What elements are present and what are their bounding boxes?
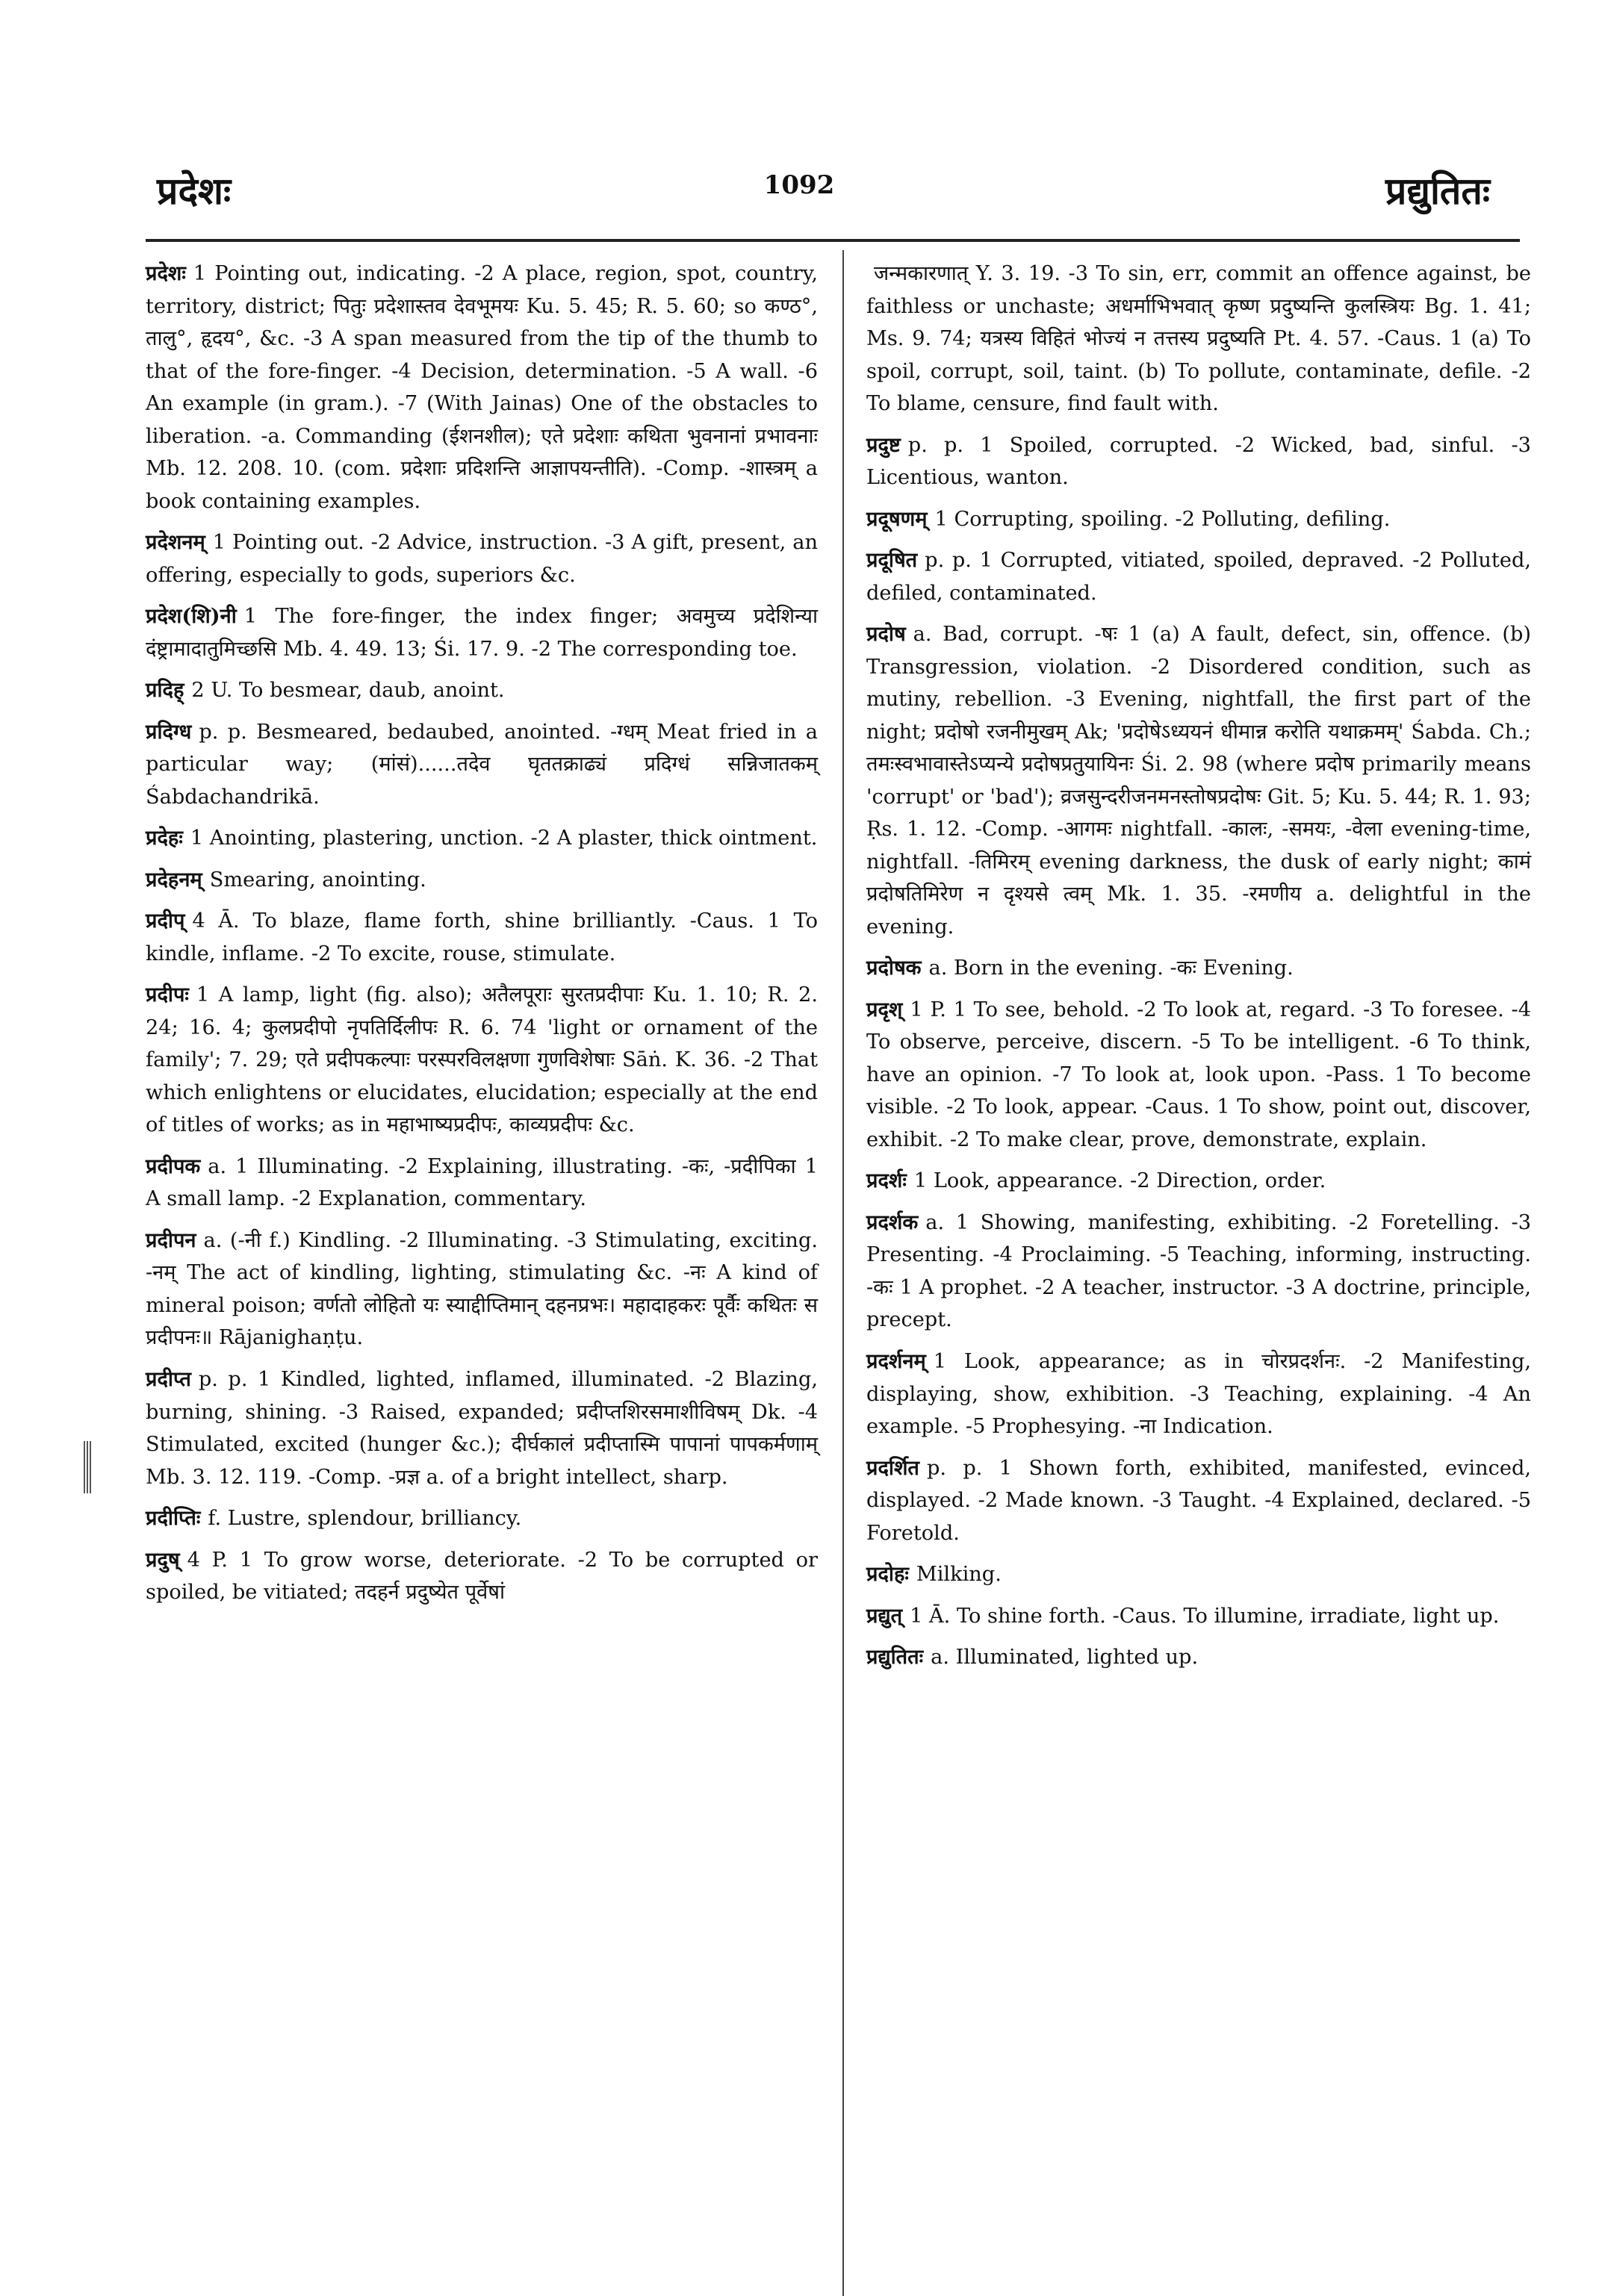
- entry-headword: प्रदुष्: [146, 1547, 180, 1572]
- entry-headword: प्रदृश्: [866, 997, 903, 1021]
- page-number: 1092: [763, 170, 835, 200]
- entry-headword: प्रदेश(शि)नी: [146, 604, 237, 629]
- entry-definition: a. Illuminated, lighted up.: [931, 1646, 1199, 1670]
- entry-definition: 4 P. 1 To grow worse, deteriorate. -2 To be corrupted or spoiled, be vitiated; तदहर्न प्रदुष्येत पूर्वेषां: [146, 1548, 818, 1605]
- entry-definition: 1 Anointing, plastering, unction. -2 A plaster, thick ointment.: [190, 827, 818, 850]
- entry-headword: प्रदेशनम्: [146, 530, 205, 555]
- entry-definition: a. (-नी f.) Kindling. -2 Illuminating. -3 Stimulating, exciting. -नम् The act of kindling, lighting, stimulating &c. -नः A kind of mineral poison; वर्णतो लोहितो यः स्याद्दीप्तिमान् दहनप्रभः। महादाहकरः पूर्वैः कथितः स प्रदीपनः॥ Rājanighaṇṭu.: [146, 1228, 818, 1350]
- dictionary-entry: [146, 1544, 818, 1609]
- entry-definition: जन्मकारणात् Y. 3. 19. -3 To sin, err, commit an offence against, be faithless or unchaste; अधर्माभिभवात् कृष्ण प्रदुष्यन्ति कुलस्त्रियः Bg. 1. 41; Ms. 9. 74; यत्रस्य विहितं भोज्यं न तत्तस्य प्रदुष्यति Pt. 4. 57. -Caus. 1 (a) To spoil, corrupt, soil, taint. (b) To pollute, contaminate, defile. -2 To blame, censure, find fault with.: [866, 262, 1531, 416]
- dictionary-entry: [146, 716, 818, 814]
- entry-definition: p. p. 1 Corrupted, vitiated, spoiled, depraved. -2 Polluted, defiled, contaminated.: [866, 549, 1531, 605]
- dictionary-entry: [866, 952, 1531, 985]
- entry-definition: 1 Pointing out. -2 Advice, instruction. -3 A gift, present, an offering, especially to gods, superiors &c.: [146, 531, 818, 587]
- entry-definition: Smearing, anointing.: [209, 868, 426, 892]
- dictionary-entry: [866, 503, 1531, 536]
- dictionary-entry: [866, 258, 1531, 420]
- entry-headword: प्रदोष: [866, 622, 906, 647]
- entry-definition: a. 1 Showing, manifesting, exhibiting. -2 Foretelling. -3 Presenting. -4 Proclaiming. -5 Teaching, informing, instructing. -कः 1 A prophet. -2 A teacher, instructor. -3 A doctrine, principle, precept.: [866, 1210, 1531, 1332]
- dictionary-entry: [866, 1345, 1531, 1443]
- header-rule: [146, 239, 1520, 242]
- entry-headword: प्रदूषणम्: [866, 506, 928, 531]
- dictionary-entry: [146, 905, 818, 970]
- entry-headword: प्रदीप्तिः: [146, 1506, 201, 1531]
- entry-definition: 1 Ā. To shine forth. -Caus. To illumine, irradiate, light up.: [910, 1604, 1500, 1628]
- dictionary-entry: [866, 544, 1531, 609]
- dictionary-entry: [866, 429, 1531, 494]
- entry-definition: 1 Look, appearance; as in चोरप्रदर्शनः. -2 Manifesting, displaying, show, exhibition. -3 Teaching, explaining. -4 An example. -5 Prophesying. -ना Indication.: [866, 1349, 1531, 1439]
- entry-headword: प्रदीप्त: [146, 1366, 191, 1391]
- dictionary-entry: [866, 1558, 1531, 1591]
- entry-definition: 1 Corrupting, spoiling. -2 Polluting, defiling.: [934, 507, 1391, 531]
- entry-definition: 1 A lamp, light (fig. also); अतैलपूराः सुरतप्रदीपाः Ku. 1. 10; R. 2. 24; 16. 4; कुलप्रदीपो नृपतिर्दिलीपः R. 6. 74 'light or ornament of the family'; 7. 29; एते प्रदीपकल्पाः परस्परविलक्षणा गुणविशेषाः Sāṅ. K. 36. -2 That which enlightens or elucidates, elucidation; especially at the end of titles of works; as in महाभाष्यप्रदीपः, काव्यप्रदीपः &c.: [146, 983, 818, 1137]
- entry-definition: p. p. 1 Spoiled, corrupted. -2 Wicked, bad, sinful. -3 Licentious, wanton.: [866, 433, 1531, 490]
- dictionary-entry: [146, 1363, 818, 1493]
- entry-headword: प्रदीप्: [146, 909, 185, 933]
- dictionary-entry: [866, 1452, 1531, 1550]
- entry-headword: प्रदेहनम्: [146, 867, 202, 892]
- entry-headword: प्रदर्शनम्: [866, 1348, 926, 1373]
- entry-headword: प्रदर्शित: [866, 1455, 919, 1480]
- dictionary-entry: [146, 258, 818, 517]
- dictionary-entry: [866, 1600, 1531, 1633]
- entry-definition: p. p. 1 Shown forth, exhibited, manifested, evinced, displayed. -2 Made known. -3 Taught. -4 Explained, declared. -5 Foretold.: [866, 1456, 1531, 1545]
- entry-headword: प्रदीपक: [146, 1154, 201, 1178]
- running-head-right: प्रद्युतितः: [1385, 169, 1490, 213]
- entry-headword: प्रदीपः: [146, 983, 189, 1007]
- entry-headword: प्रदर्शः: [866, 1169, 907, 1193]
- dictionary-entry: [866, 1641, 1531, 1674]
- dictionary-entry: [146, 1225, 818, 1354]
- dictionary-entry: [146, 979, 818, 1142]
- entry-headword: प्रदिग्ध: [146, 719, 192, 744]
- dictionary-entry: [146, 600, 818, 665]
- entry-definition: a. 1 Illuminating. -2 Explaining, illustrating. -कः, -प्रदीपिका 1 A small lamp. -2 Explanation, commentary.: [146, 1154, 818, 1211]
- dictionary-entry: [866, 618, 1531, 943]
- entry-headword: प्रदोषक: [866, 956, 922, 980]
- dictionary-entry: [146, 674, 818, 707]
- entry-headword: प्रदेशः: [146, 261, 186, 285]
- right-column: [866, 258, 1531, 1683]
- margin-mark: [84, 1441, 93, 1493]
- entry-definition: f. Lustre, splendour, brilliancy.: [208, 1507, 522, 1531]
- entry-headword: प्रदेहः: [146, 826, 183, 850]
- entry-definition: a. Bad, corrupt. -षः 1 (a) A fault, defect, sin, offence. (b) Transgression, violation. -2 Disordered condition, such as mutiny, rebellion. -3 Evening, nightfall, the first part of the night; प्रदोषो रजनीमुखम् Ak; 'प्रदोषेऽध्ययनं धीमान्न करोति यथाक्रमम्' Śabda. Ch.; तमःस्वभावास्तेऽप्यन्ये प्रदोषप्रतुयायिनः Śi. 2. 98 (where प्रदोष primarily means 'corrupt' or 'bad'); व्रजसुन्दरीजनमनस्तोषप्रदोषः Git. 5; Ku. 5. 44; R. 1. 93; Ṛs. 1. 12. -Comp. -आगमः nightfall. -कालः, -समयः, -वेला evening-time, nightfall. -तिमिरम् evening darkness, the dusk of early night; कामं प्रदोषतिमिरेण न दृश्यसे त्वम् Mk. 1. 35. -रमणीय a. delightful in the evening.: [866, 623, 1531, 939]
- entry-definition: a. Born in the evening. -कः Evening.: [928, 956, 1294, 980]
- dictionary-entry: [146, 526, 818, 591]
- entry-definition: 1 P. 1 To see, behold. -2 To look at, regard. -3 To foresee. -4 To observe, perceive, discern. -5 To be intelligent. -6 To think, have an opinion. -7 To look at, look upon. -Pass. 1 To become visible. -2 To look, appear. -Caus. 1 To show, point out, discover, exhibit. -2 To make clear, prove, demonstrate, explain.: [866, 998, 1531, 1151]
- entry-headword: प्रदोहः: [866, 1562, 909, 1587]
- dictionary-entry: [146, 864, 818, 897]
- column-divider: [842, 250, 844, 2296]
- entry-definition: p. p. Besmeared, bedaubed, anointed. -ग्धम् Meat fried in a particular way; (मांसं)......तदेव घृततक्राढ्यं प्रदिग्धं सन्निजातकम् Śabdachandrikā.: [146, 720, 818, 809]
- entry-definition: 1 Pointing out, indicating. -2 A place, region, spot, country, territory, district; पितुः प्रदेशास्तव देवभूमयः Ku. 5. 45; R. 5. 60; so कण्ठ°, तालु°, हृदय°, &c. -3 A span measured from the tip of the thumb to that of the fore-finger. -4 Decision, determination. -5 A wall. -6 An example (in gram.). -7 (With Jainas) One of the obstacles to liberation. -a. Commanding (ईशनशील); एते प्रदेशाः कथिता भुवनानां प्रभावनाः Mb. 12. 208. 10. (com. प्रदेशाः प्रदिशन्ति आज्ञापयन्तीति). -Comp. -शास्त्रम् a book containing examples.: [146, 262, 818, 513]
- entry-headword: प्रदर्शक: [866, 1210, 919, 1234]
- dictionary-entry: [866, 1207, 1531, 1337]
- entry-headword: प्रदूषित: [866, 548, 918, 573]
- entry-definition: 1 Look, appearance. -2 Direction, order.: [913, 1169, 1326, 1193]
- entry-definition: Milking.: [916, 1563, 1002, 1587]
- entry-headword: प्रदीपन: [146, 1228, 196, 1252]
- entry-headword: प्रदुष्ट: [866, 432, 901, 457]
- dictionary-entry: [866, 994, 1531, 1157]
- dictionary-entry: [146, 822, 818, 855]
- dictionary-entry: [146, 1502, 818, 1535]
- dictionary-entry: [866, 1165, 1531, 1198]
- entry-definition: p. p. 1 Kindled, lighted, inflamed, illuminated. -2 Blazing, burning, shining. -3 Raised, expanded; प्रदीप्तशिरसमाशीविषम् Dk. -4 Stimulated, excited (hunger &c.); दीर्घकालं प्रदीप्तास्मि पापानां पापकर्मणाम् Mb. 3. 12. 119. -Comp. -प्रज्ञ a. of a bright intellect, sharp.: [146, 1367, 818, 1489]
- left-column: [146, 258, 818, 1618]
- entry-headword: प्रदिह्: [146, 678, 184, 703]
- entry-headword: प्रद्युतितः: [866, 1645, 924, 1670]
- running-head-left: प्रदेशः: [157, 169, 232, 213]
- dictionary-entry: [146, 1151, 818, 1216]
- entry-definition: 1 The fore-finger, the index finger; अवमुच्य प्रदेशिन्या दंष्ट्रामादातुमिच्छसि Mb. 4. 49. 13; Śi. 17. 9. -2 The corresponding toe.: [146, 605, 818, 661]
- entry-definition: 2 U. To besmear, daub, anoint.: [191, 679, 505, 703]
- entry-headword: प्रद्युत्: [866, 1603, 903, 1628]
- entry-definition: 4 Ā. To blaze, flame forth, shine brilliantly. -Caus. 1 To kindle, inflame. -2 To excite, rouse, stimulate.: [146, 909, 818, 965]
